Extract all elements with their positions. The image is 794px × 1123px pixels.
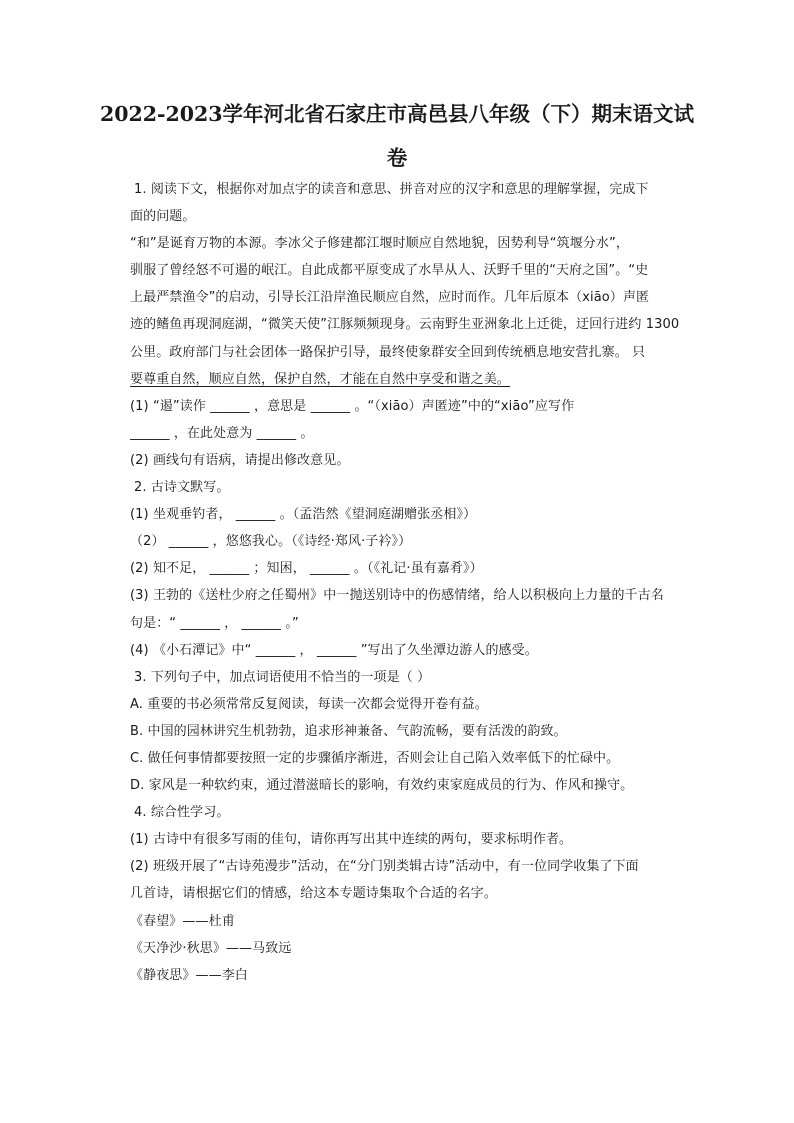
exam-title-line-1: 2022-2023学年河北省石家庄市高邑县八年级（下）期末语文试 <box>99 102 695 126</box>
q3-option-d: D. 家风是一种软约束，通过潜滋暗长的影响，有效约束家庭成员的行为、作风和操守。 <box>130 778 634 794</box>
q3-option-a: A. 重要的书必须常常反复阅读，每读一次都会觉得开卷有益。 <box>130 696 488 712</box>
q1-sub1-line-2: ______ ，在此处意为 ______ 。 <box>130 425 314 441</box>
q1-prompt-line-1: 1. 阅读下文，根据你对加点字的读音和意思、拼音对应的汉字和意思的理解掌握，完成下 <box>134 182 649 197</box>
poem-item-1: 《春望》——杜甫 <box>130 913 235 929</box>
passage-underlined-sentence: 要尊重自然，顺应自然，保护自然，才能在自然中享受和谐之美。 <box>130 371 510 387</box>
exam-title <box>90 92 704 180</box>
passage-line-2: 驯服了曾经怒不可遏的岷江。自此成都平原变成了水旱从人、沃野千里的“天府之国”。“史 <box>130 263 649 279</box>
q4-sub1: (1) 古诗中有很多写雨的佳句，请你再写出其中连续的两句，要求标明作者。 <box>130 832 573 848</box>
passage-line-5: 公里。政府部门与社会团体一路保护引导，最终使象群安全回到传统栖息地安营扎寨。 只 <box>130 344 646 360</box>
exam-body <box>130 176 696 989</box>
poem-item-2: 《天净沙·秋思》——马致远 <box>130 940 292 956</box>
q3-option-b: B. 中国的园林讲究生机勃勃，追求形神兼备、气韵流畅，要有活泼的韵致。 <box>130 723 567 739</box>
poem-item-3: 《静夜思》——李白 <box>130 967 248 983</box>
q1-sub2: (2) 画线句有语病，请提出修改意见。 <box>130 452 350 468</box>
q2-sub1: (1) 坐观垂钓者， ______ 。（孟浩然《望洞庭湖赠张丞相》） <box>130 507 477 523</box>
q2-sub4-line-2: 句是：“ ______ ， ______ 。” <box>130 615 299 631</box>
q3-option-c: C. 做任何事情都要按照一定的步骤循序渐进，否则会让自己陷入效率低下的忙碌中。 <box>130 750 620 766</box>
q1-sub1-line-1: (1) “遏”读作 ______ ，意思是 ______ 。“（xiāo）声匿迹”中的“xiāo”应写作 <box>130 398 575 414</box>
q2-sub5: (4) 《小石潭记》中“ ______ ， ______ ”写出了久坐潭边游人的感受。 <box>130 642 538 658</box>
q2-sub2: （2） ______ ，悠悠我心。（《诗经·郑风·子衿》） <box>130 534 412 550</box>
passage-line-4: 迹的鳍鱼再现洞庭湖，“微笑天使”江豚频频现身。云南野生亚洲象北上迁徙，迂回行进约 1300 <box>130 317 680 333</box>
passage-line-1: “和”是诞育万物的本源。李冰父子修建都江堰时顺应自然地貌，因势利导“筑堰分水”， <box>130 236 629 252</box>
q4-sub2-line-1: (2) 班级开展了“古诗苑漫步”活动，在“分门别类辑古诗”活动中，有一位同学收集了下面 <box>130 859 639 875</box>
q1-prompt-line-2: 面的问题。 <box>130 209 196 225</box>
q3-heading: 3. 下列句子中，加点词语使用不恰当的一项是（ ） <box>134 669 431 685</box>
exam-title-line-2: 卷 <box>386 146 408 170</box>
q4-sub2-line-2: 几首诗，请根据它们的情感，给这本专题诗集取个合适的名字。 <box>130 886 497 902</box>
q2-heading: 2. 古诗文默写。 <box>134 480 230 496</box>
q2-sub4-line-1: (3) 王勃的《送杜少府之任蜀州》中一抛送别诗中的伤感情绪，给人以积极向上力量的千古名 <box>130 588 664 604</box>
q2-sub3: (2) 知不足， ______ ；知困， ______ 。（《礼记·虽有嘉肴》） <box>130 561 483 577</box>
passage-line-3: 上最严禁渔令”的启动，引导长江沿岸渔民顺应自然，应时而作。几年后原本（xiāo）声匿 <box>130 290 650 306</box>
q4-heading: 4. 综合性学习。 <box>134 805 230 821</box>
